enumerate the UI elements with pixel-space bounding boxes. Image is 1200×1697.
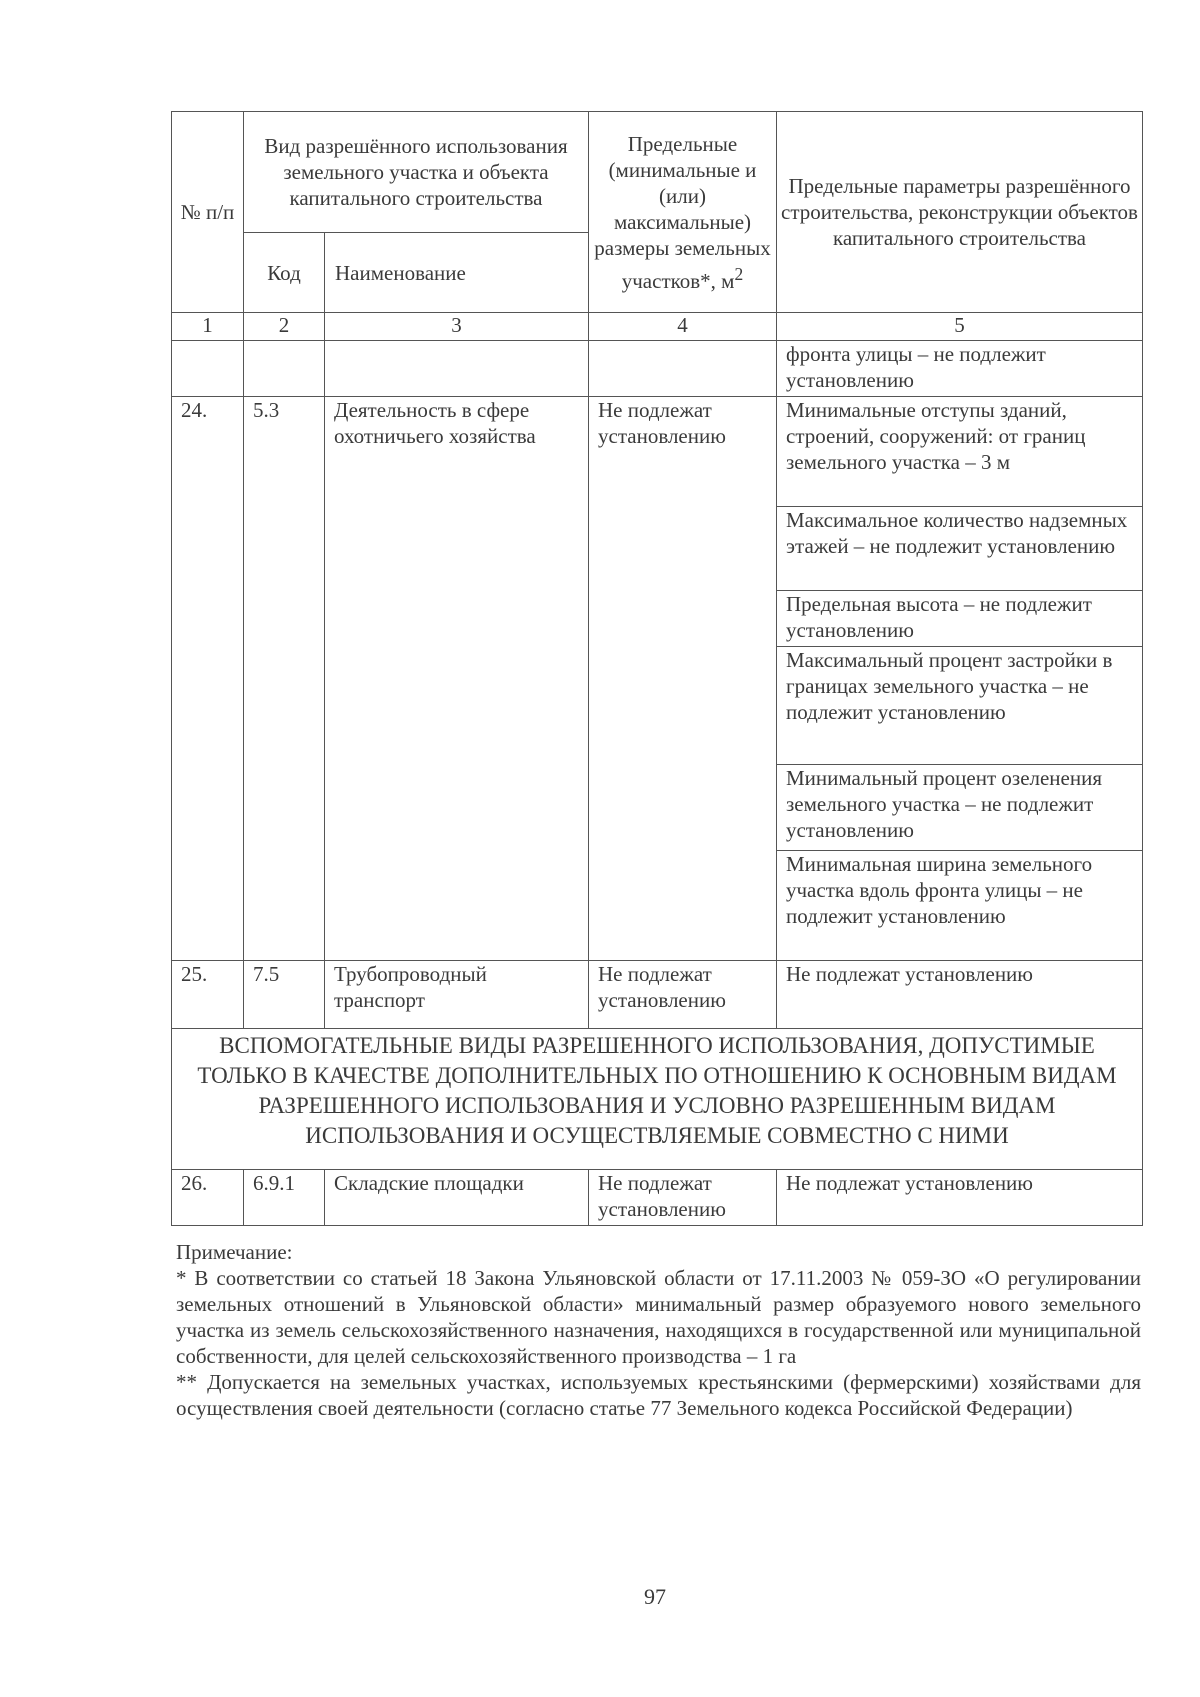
column-number-1: 1: [172, 313, 244, 341]
continuation-cell: [172, 341, 244, 397]
row24-param-greenery: Минимальный процент озеленения земельного участка – не подлежит установлению: [777, 765, 1143, 851]
notes-title: Примечание:: [176, 1240, 293, 1264]
row25-code: 7.5: [244, 961, 325, 1029]
row24-param-floors: Максимальное количество надземных этажей – не подлежит установлению: [777, 507, 1143, 591]
continuation-cell: [325, 341, 589, 397]
continuation-cell: [244, 341, 325, 397]
auxiliary-uses-banner: ВСПОМОГАТЕЛЬНЫЕ ВИДЫ РАЗРЕШЕННОГО ИСПОЛЬЗОВАНИЯ, ДОПУСТИМЫЕ ТОЛЬКО В КАЧЕСТВЕ ДОПОЛНИТЕЛЬНЫХ ПО ОТНОШЕНИЮ К ОСНОВНЫМ ВИДАМ РАЗРЕШЕННОГО ИСПОЛЬЗОВАНИЯ И УСЛОВНО РАЗРЕШЕННЫМ ВИДАМ ИСПОЛЬЗОВАНИЯ И ОСУЩЕСТВЛЯЕМЫЕ СОВМЕСТНО С НИМИ: [172, 1029, 1143, 1170]
header-name: Наименование: [325, 233, 589, 313]
column-number-2: 2: [244, 313, 325, 341]
header-plot-sizes-sup: 2: [734, 263, 744, 284]
row24-param-coverage: Максимальный процент застройки в границах земельного участка – не подлежит установлению: [777, 647, 1143, 765]
row24-number: 24.: [172, 397, 244, 961]
table-row: [172, 397, 1143, 507]
continuation-params: фронта улицы – не подлежит установлению: [777, 341, 1143, 397]
row24-sizes: Не подлежат установлению: [589, 397, 777, 961]
header-plot-sizes-text: Предельные (минимальные и (или) максимальные) размеры земельных участков*, м: [594, 131, 771, 293]
header-plot-sizes: [589, 112, 777, 313]
row26-number: 26.: [172, 1170, 244, 1226]
land-use-table: [171, 111, 1143, 1226]
header-use-type: Вид разрешённого использования земельного участка и объекта капитального строительства: [244, 112, 589, 233]
table-row: [172, 961, 1143, 1029]
row25-params: Не подлежат установлению: [777, 961, 1143, 1029]
row24-param-height: Предельная высота – не подлежит установлению: [777, 591, 1143, 647]
row24-name: Деятельность в сфере охотничьего хозяйства: [325, 397, 589, 961]
row26-params: Не подлежат установлению: [777, 1170, 1143, 1226]
header-number: № п/п: [172, 112, 244, 313]
row24-code: 5.3: [244, 397, 325, 961]
row24-param-width: Минимальная ширина земельного участка вдоль фронта улицы – не подлежит установлению: [777, 851, 1143, 961]
row24-param-setbacks: Минимальные отступы зданий, строений, сооружений: от границ земельного участка – 3 м: [777, 397, 1143, 507]
row25-sizes: Не подлежат установлению: [589, 961, 777, 1029]
row26-code: 6.9.1: [244, 1170, 325, 1226]
row26-name: Складские площадки: [325, 1170, 589, 1226]
page-number: 97: [644, 1584, 666, 1609]
row25-number: 25.: [172, 961, 244, 1029]
footnotes: [176, 1239, 1141, 1421]
header-params: Предельные параметры разрешённого строительства, реконструкции объектов капитального строительства: [777, 112, 1143, 313]
row25-name: Трубопроводный транспорт: [325, 961, 589, 1029]
header-code: Код: [244, 233, 325, 313]
row26-sizes: Не подлежат установлению: [589, 1170, 777, 1226]
note-2: ** Допускается на земельных участках, используемых крестьянскими (фермерскими) хозяйствами для осуществления своей деятельности (согласно статье 77 Земельного кодекса Российской Федерации): [176, 1370, 1141, 1420]
continuation-cell: [589, 341, 777, 397]
column-number-5: 5: [777, 313, 1143, 341]
table-row: [172, 341, 1143, 397]
column-number-4: 4: [589, 313, 777, 341]
note-1: * В соответствии со статьей 18 Закона Ульяновской области от 17.11.2003 № 059-ЗО «О регулировании земельных отношений в Ульяновской области» минимальный размер образуемого нового земельного участка из земель сельскохозяйственного назначения, находящихся в государственной или муниципальной собственности, для целей сельскохозяйственного производства – 1 га: [176, 1266, 1141, 1368]
column-number-3: 3: [325, 313, 589, 341]
table-row: [172, 1170, 1143, 1226]
